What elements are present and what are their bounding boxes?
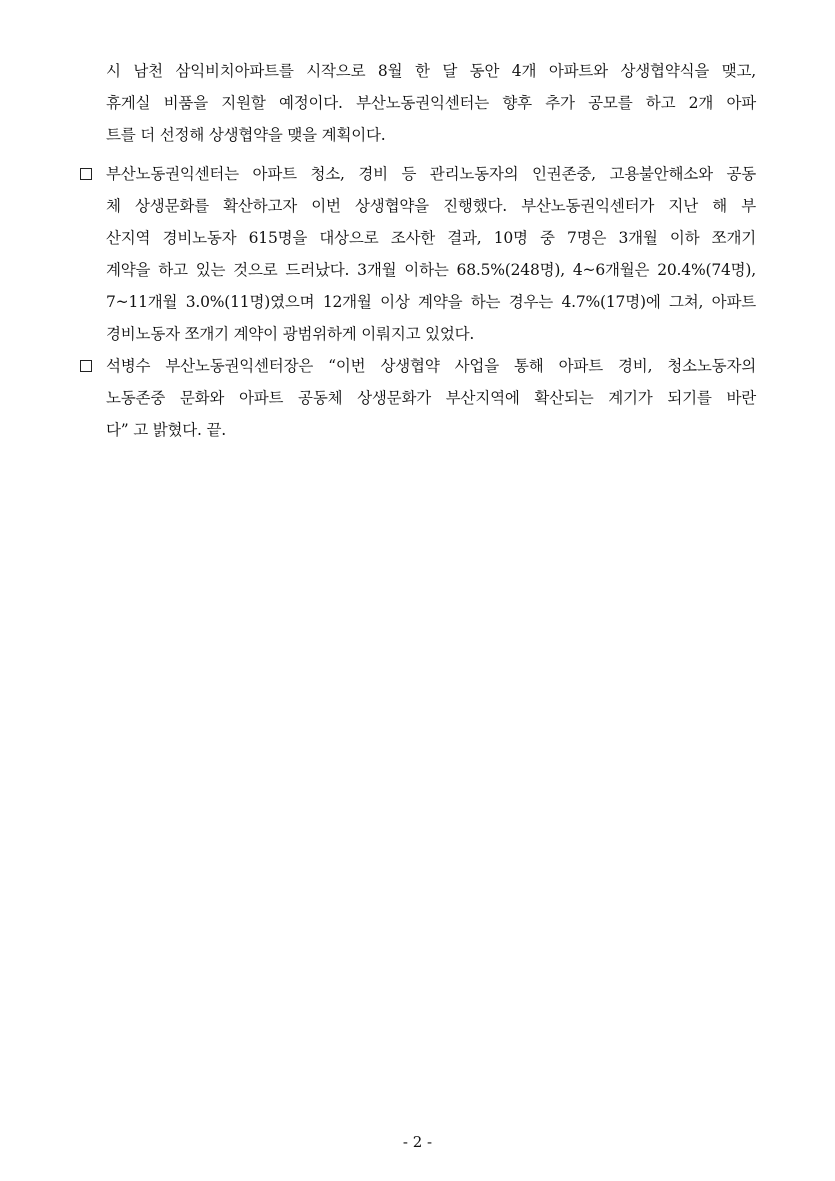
text-line: 석병수 부산노동권익센터장은 “이번 상생협약 사업을 통해 아파트 경비, 청소노동자의	[106, 357, 756, 375]
text-line: 부산노동권익센터는 아파트 청소, 경비 등 관리노동자의 인권존중, 고용불안해소와 공동	[106, 165, 756, 183]
text-line-wrapper	[80, 158, 756, 190]
text-line: 산지역 경비노동자 615명을 대상으로 조사한 결과, 10명 중 7명은 3개월 이하 쪼개기	[106, 229, 756, 247]
text-line: 노동존중 문화와 아파트 공동체 상생문화가 부산지역에 확산되는 계기가 되기를 바란	[106, 389, 756, 407]
text-line: 계약을 하고 있는 것으로 드러났다. 3개월 이하는 68.5%(248명), 4~6개월은 20.4%(74명),	[106, 261, 756, 279]
page-number: - 2 -	[402, 1133, 433, 1151]
text-line: 시 남천 삼익비치아파트를 시작으로 8월 한 달 동안 4개 아파트와 상생협약식을 맺고,	[106, 62, 756, 80]
paragraph-continuation	[80, 55, 756, 151]
checkbox-bullet-icon	[80, 158, 100, 190]
paragraph-director-quote	[80, 350, 756, 446]
text-line: 경비노동자 쪼개기 계약이 광범위하게 이뤄지고 있었다.	[106, 325, 475, 343]
text-line: 7~11개월 3.0%(11명)였으며 12개월 이상 계약을 하는 경우는 4.7%(17명)에 그쳐, 아파트	[106, 293, 756, 311]
text-line-wrapper	[80, 350, 756, 382]
text-line: 트를 더 선정해 상생협약을 맺을 계획이다.	[106, 126, 386, 144]
checkbox-bullet-icon	[80, 350, 100, 382]
text-line: 체 상생문화를 확산하고자 이번 상생협약을 진행했다. 부산노동권익센터가 지난 해 부	[106, 197, 756, 215]
paragraph-survey-results	[80, 158, 756, 350]
text-line: 다” 고 밝혔다. 끝.	[106, 421, 226, 439]
text-line: 휴게실 비품을 지원할 예정이다. 부산노동권익센터는 향후 추가 공모를 하고 2개 아파	[106, 94, 756, 112]
